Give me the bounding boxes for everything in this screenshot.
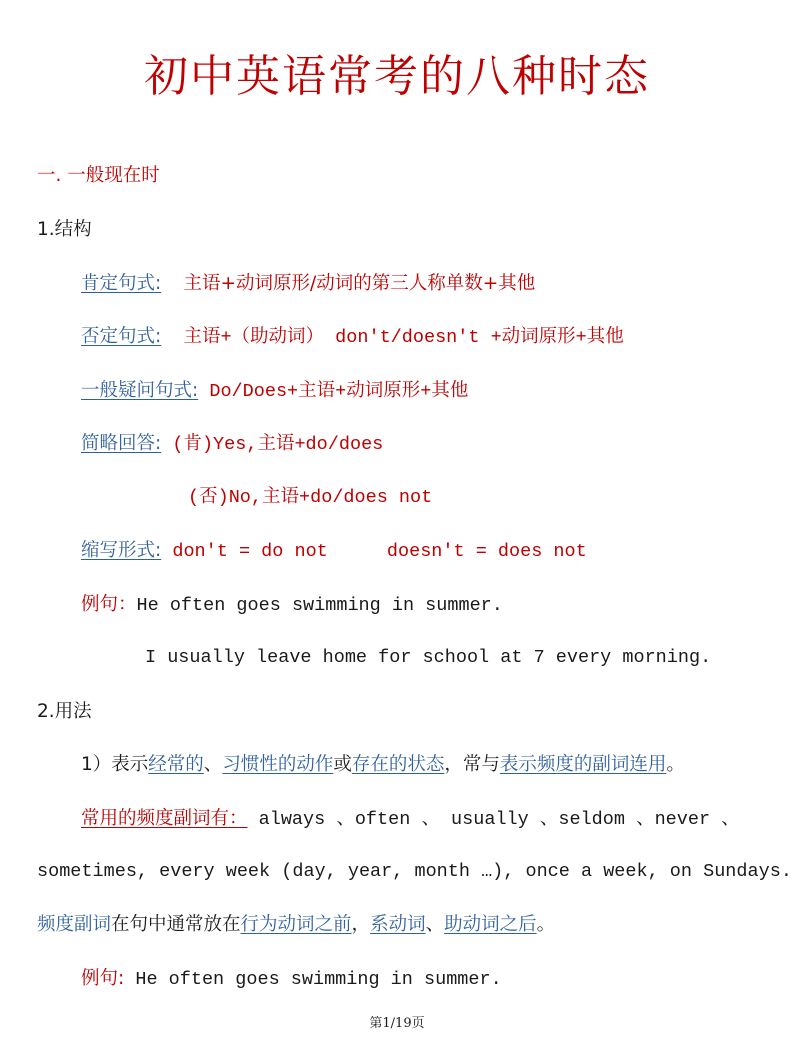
negative-text: 主语+（助动词） don't/doesn't +动词原形+其他: [183, 327, 624, 348]
contraction-text-2: doesn't = does not: [386, 541, 587, 562]
position-phrase-4: 助动词之后: [444, 914, 537, 935]
adverbs-list-2: sometimes, every week (day, year, month …), once a week, on Sundays.: [37, 861, 792, 882]
short-answer-label: 简略回答:: [81, 433, 162, 454]
question-text: Do/Does+主语+动词原形+其他: [209, 381, 469, 402]
short-answer-yes: (肯)Yes,主语+do/does: [172, 434, 384, 455]
position-row: [37, 912, 555, 938]
adverbs-label: 常用的频度副词有：: [81, 808, 248, 829]
example-sentence-1: He often goes swimming in summer.: [136, 595, 503, 616]
negative-row: [81, 324, 624, 351]
usage-example-sentence: He often goes swimming in summer.: [135, 969, 502, 990]
question-label: 一般疑问句式:: [81, 380, 199, 401]
page-number: 第1/19页: [369, 1016, 425, 1031]
usage-heading: 2.用法: [37, 701, 92, 722]
example-label: 例句：: [81, 594, 137, 615]
affirmative-label: 肯定句式:: [81, 273, 162, 294]
usage-example-row: [81, 966, 502, 993]
point1-sep-2: 或: [333, 754, 352, 775]
position-sep-4: 。: [536, 914, 556, 935]
contraction-row: [81, 538, 587, 565]
point1-prefix: 1）表示: [81, 754, 149, 775]
contraction-text-1: don't = do not: [172, 541, 328, 562]
point1-sep-4: 。: [666, 754, 685, 775]
page-title: 初中英语常考的八种时态: [144, 51, 650, 102]
usage-point-1: [81, 752, 685, 778]
short-answer-row: [81, 431, 383, 458]
structure-example-row: [81, 592, 503, 619]
affirmative-row: [81, 271, 535, 298]
example-sentence-2: I usually leave home for school at 7 every morning.: [145, 647, 712, 668]
structure-heading: 1.结构: [37, 219, 92, 240]
contraction-label: 缩写形式:: [81, 540, 162, 561]
point1-sep-3: ，常与: [444, 754, 500, 775]
question-row: [81, 378, 468, 405]
adverbs-row: [81, 806, 740, 833]
position-phrase-2: 行为动词之前: [240, 914, 352, 935]
position-phrase-1: 频度副词: [37, 914, 112, 935]
negative-label: 否定句式:: [81, 326, 162, 347]
point1-phrase-2: 习惯性的动作: [222, 754, 334, 775]
position-sep-3: 、: [425, 914, 445, 935]
point1-phrase-4: 表示频度的副词连用: [499, 754, 667, 775]
point1-phrase-3: 存在的状态: [351, 754, 445, 775]
point1-sep-1: 、: [203, 754, 223, 775]
position-sep-2: ，: [351, 914, 371, 935]
usage-example-label: 例句:: [81, 968, 125, 989]
short-answer-no: (否)No,主语+do/does not: [188, 487, 433, 508]
position-phrase-3: 系动词: [370, 914, 426, 935]
section-heading: 一. 一般现在时: [37, 165, 160, 186]
point1-phrase-1: 经常的: [148, 754, 204, 775]
affirmative-text: 主语+动词原形/动词的第三人称单数+其他: [183, 273, 536, 294]
adverbs-list-1: always 、often 、 usually 、seldom 、never 、: [247, 809, 740, 830]
position-sep-1: 在句中通常放在: [111, 914, 241, 935]
